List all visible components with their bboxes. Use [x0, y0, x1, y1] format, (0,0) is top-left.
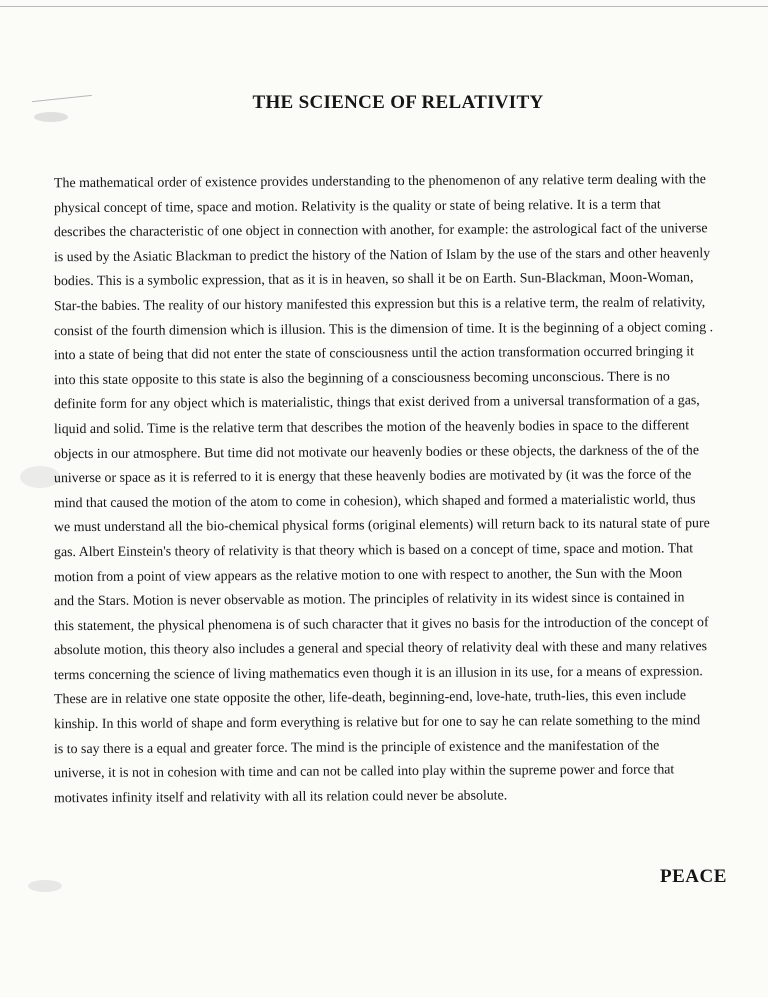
body-line: universe or space as it is referred to it is energy that these heavenly bodies are motivated by (it was the force of the: [53, 467, 692, 487]
body-line: is to say there is a equal and greater force. The mind is the principle of existence and the manifestation of the: [53, 738, 660, 757]
body-line: The mathematical order of existence provides understanding to the phenomenon of any relative term dealing with the: [53, 172, 706, 192]
body-line: motivates infinity itself and relativity with all its relation could never be absolute.: [53, 788, 508, 807]
body-line: kinship. In this world of shape and form everything is relative but for one to say he can relate something to the mind: [53, 713, 701, 733]
document-title: [0, 92, 768, 114]
body-line: this statement, the physical phenomena is of such character that it gives no basis for the introduction of the concept of: [53, 614, 709, 634]
body-line: and the Stars. Motion is never observable as motion. The principles of relativity in its widest since is contained in: [53, 590, 685, 610]
document-title-text: THE SCIENCE OF RELATIVITY: [252, 92, 544, 113]
body-line: definite form for any object which is materialistic, things that exist derived from a universal transformation of a gas,: [53, 393, 700, 413]
body-line: objects in our atmosphere. But time did not motivate our heavenly bodies or these objects, the darkness of the of the: [53, 442, 700, 462]
body-line: into this state opposite to this state is also the beginning of a consciousness becoming unconscious. There is no: [53, 369, 670, 388]
scan-artifact: [28, 880, 62, 892]
body-line: into a state of being that did not enter the state of consciousness until the action transformation occurred bringing it: [53, 344, 695, 364]
body-line: universe, it is not in cohesion with time and can not be called into play within the supreme power and force that: [53, 762, 675, 782]
body-line: Star-the babies. The reality of our history manifested this expression but this is a relative term, the realm of relativity,: [53, 295, 706, 315]
body-line: These are in relative one state opposite the other, life-death, beginning-end, love-hate, truth-lies, this even include: [53, 688, 687, 708]
body-line: is used by the Asiatic Blackman to predict the history of the Nation of Islam by the use of the stars and other heavenly: [53, 245, 711, 265]
body-line: mind that caused the motion of the atom to come in cohesion), which shaped and formed a materialistic world, thus: [53, 491, 696, 511]
body-line: liquid and solid. Time is the relative term that describes the motion of the heavenly bodies in space to the different: [53, 418, 690, 438]
body-line: physical concept of time, space and motion. Relativity is the quality or state of being relative. It is a term that: [53, 197, 661, 216]
body-line: motion from a point of view appears as the relative motion to one with respect to another, the Sun with the Moon: [53, 565, 683, 585]
body-line: we must understand all the bio-chemical physical forms (original elements) will return back to its natural state of pure: [53, 516, 710, 536]
body-line: absolute motion, this theory also includes a general and special theory of relativity deal with these and many relatives: [53, 639, 708, 659]
document-body: [54, 170, 768, 809]
body-line: describes the characteristic of one object in connection with another, for example: the astrological fact of the universe: [53, 221, 708, 241]
body-line: gas. Albert Einstein's theory of relativity is that theory which is based on a concept of time, space and motion. That: [53, 541, 694, 561]
scan-edge-line: [0, 6, 768, 7]
body-line: bodies. This is a symbolic expression, that as it is in heaven, so shall it be on Earth. Sun-Blackman, Moon-Woman,: [53, 270, 694, 290]
body-line: consist of the fourth dimension which is illusion. This is the dimension of time. It is the beginning of a object coming .: [53, 319, 714, 339]
body-line: terms concerning the science of living mathematics even though it is an illusion in its use, for a means of expression.: [53, 664, 703, 684]
closing-signoff: PEACE: [660, 866, 727, 887]
